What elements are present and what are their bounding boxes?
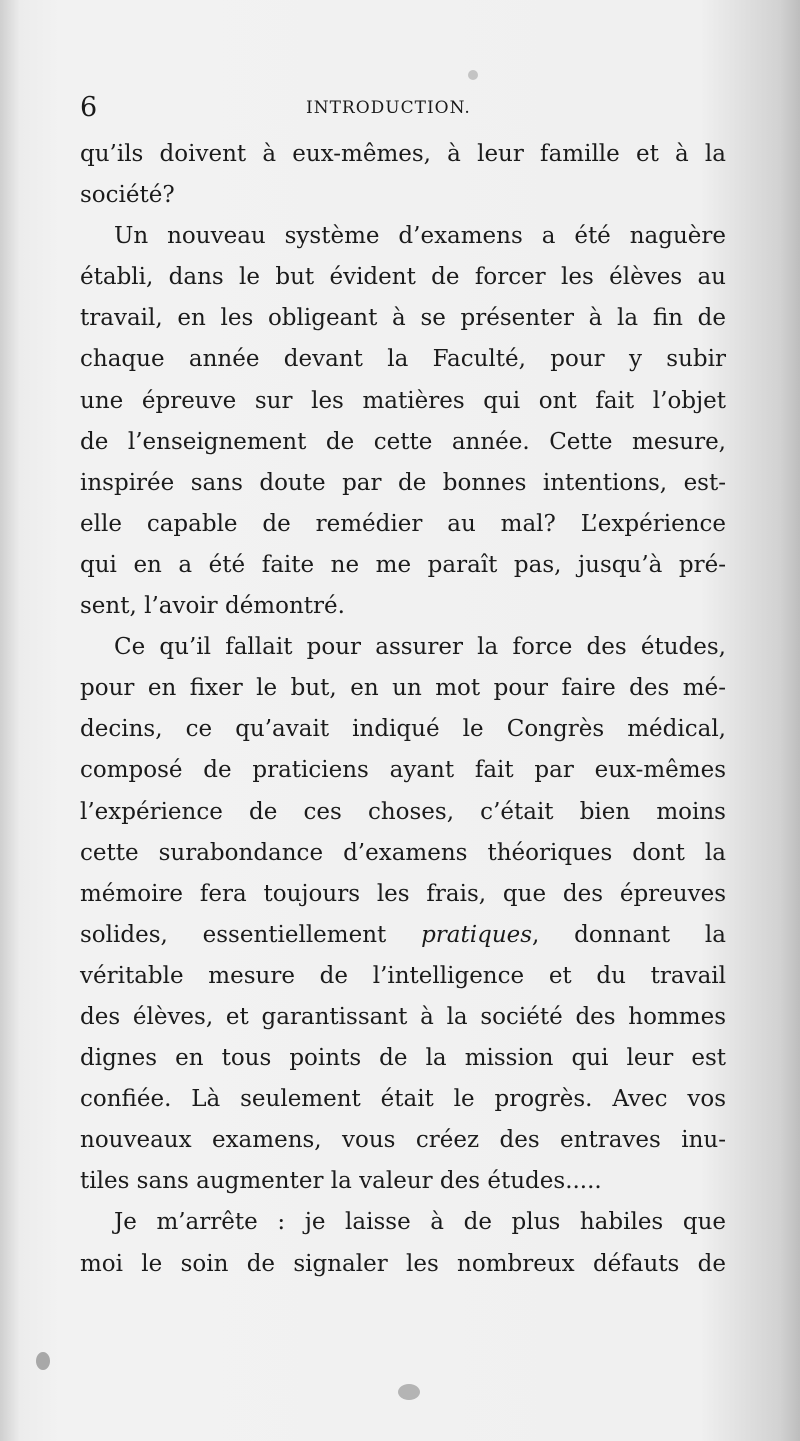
paper-speck bbox=[398, 1384, 420, 1400]
text-line: Je m’arrête : je laisse à de plus habiles que bbox=[114, 1209, 726, 1236]
text-line: confiée. Là seulement était le progrès. Avec vos bbox=[80, 1086, 726, 1113]
text-line: travail, en les obligeant à se présenter à la fin de bbox=[80, 305, 726, 332]
text-line: elle capable de remédier au mal? L’expérience bbox=[80, 510, 726, 537]
text-line: dignes en tous points de la mission qui leur est bbox=[80, 1045, 726, 1072]
text-line: établi, dans le but évident de forcer les élèves au bbox=[80, 264, 726, 291]
text-line: qu’ils doivent à eux-mêmes, à leur famille et à la bbox=[80, 141, 726, 167]
text-line: decins, ce qu’avait indiqué le Congrès médical, bbox=[80, 716, 726, 743]
text-line: composé de praticiens ayant fait par eux-mêmes bbox=[80, 757, 726, 784]
page-number: 6 bbox=[80, 92, 98, 123]
body-text bbox=[80, 134, 726, 1285]
text-line: nouveaux examens, vous créez des entraves inu- bbox=[80, 1127, 726, 1154]
text-line: inspirée sans doute par de bonnes intentions, est- bbox=[80, 469, 726, 496]
text-line: cette surabondance d’examens théoriques dont la bbox=[80, 839, 726, 866]
text-line-with-italic bbox=[80, 915, 726, 956]
running-head: INTRODUCTION. bbox=[306, 98, 471, 118]
italic-word: pratiques bbox=[421, 921, 533, 948]
text-line: Ce qu’il fallait pour assurer la force des études, bbox=[114, 634, 726, 661]
text-line: pour en fixer le but, en un mot pour faire des mé- bbox=[80, 675, 726, 702]
text-line: moi le soin de signaler les nombreux défauts de bbox=[80, 1250, 726, 1277]
paper-speck bbox=[36, 1352, 50, 1370]
text-line: mémoire fera toujours les frais, que des épreuves bbox=[80, 880, 726, 907]
text-line: société? bbox=[80, 182, 175, 209]
text-line: Un nouveau système d’examens a été naguère bbox=[114, 223, 726, 250]
text-line: qui en a été faite ne me paraît pas, jusqu’à pré- bbox=[80, 551, 726, 578]
text-line: l’expérience de ces choses, c’était bien moins bbox=[80, 798, 726, 825]
text-line: sent, l’avoir démontré. bbox=[80, 593, 345, 620]
text-line: tiles sans augmenter la valeur des études..... bbox=[80, 1168, 602, 1195]
text-line: une épreuve sur les matières qui ont fait l’objet bbox=[80, 387, 726, 414]
paper-speck bbox=[468, 70, 478, 80]
text-line: des élèves, et garantissant à la société des hommes bbox=[80, 1003, 726, 1030]
text-segment: , donnant la bbox=[532, 921, 726, 948]
text-segment: solides, essentiellement bbox=[80, 921, 422, 948]
page-header bbox=[80, 92, 740, 128]
text-line: véritable mesure de l’intelligence et du travail bbox=[80, 962, 726, 989]
text-line: de l’enseignement de cette année. Cette mesure, bbox=[80, 428, 726, 455]
text-line: chaque année devant la Faculté, pour y subir bbox=[80, 346, 726, 373]
